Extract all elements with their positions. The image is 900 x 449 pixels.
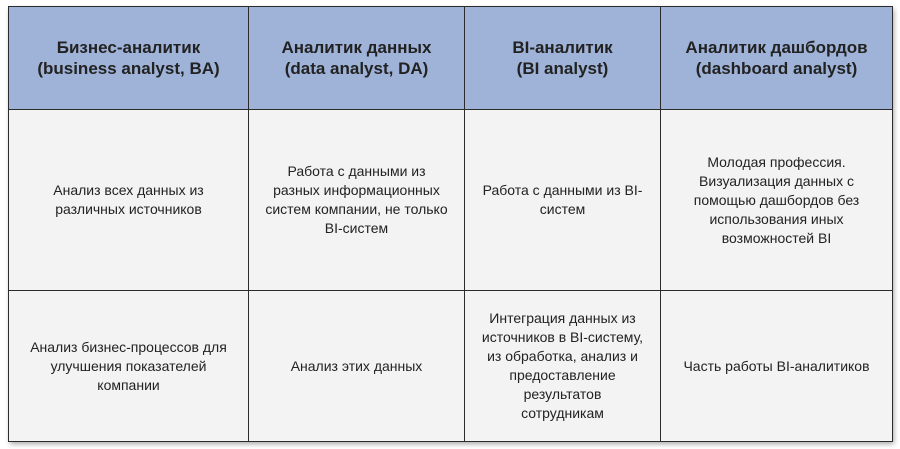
header-data-analyst xyxy=(249,7,465,110)
table-row xyxy=(9,291,893,442)
header-dashboard-analyst xyxy=(661,7,893,110)
cell-text: Работа с данными из разных информационных систем компании, не только BI-систем xyxy=(265,163,448,236)
table-cell xyxy=(249,291,465,442)
cell-text: Часть работы BI-аналитиков xyxy=(683,357,870,374)
cell-text: Работа с данными из BI- систем xyxy=(482,182,643,217)
cell-text: Молодая профессия. Визуализация данных с помощью дашбордов без использования иных возможностей BI xyxy=(693,153,860,246)
table-cell xyxy=(249,110,465,291)
header-dashboard-analyst-label: Аналитик дашбордов (dashboard analyst) xyxy=(685,38,868,78)
header-business-analyst-label: Бизнес-аналитик (business analyst, BA) xyxy=(37,38,220,78)
cell-text: Анализ этих данных xyxy=(290,357,423,374)
table-cell xyxy=(661,291,893,442)
header-data-analyst-label: Аналитик данных (data analyst, DA) xyxy=(281,38,432,78)
table-header-row xyxy=(9,7,893,110)
cell-text: Интеграция данных из источников в BI-систему, из обработка, анализ и предоставление результатов сотрудникам xyxy=(481,310,644,421)
cell-text: Анализ бизнес-процессов для улучшения показателей компании xyxy=(30,338,227,393)
table-cell xyxy=(661,110,893,291)
analyst-roles-table xyxy=(8,6,893,442)
table-cell xyxy=(465,291,661,442)
header-bi-analyst-label: BI-аналитик (BI analyst) xyxy=(512,38,613,78)
table-cell xyxy=(9,291,249,442)
table-row xyxy=(9,110,893,291)
table-cell xyxy=(9,110,249,291)
comparison-table-wrapper xyxy=(8,6,892,441)
cell-text: Анализ всех данных из различных источников xyxy=(53,182,204,217)
header-business-analyst xyxy=(9,7,249,110)
header-bi-analyst xyxy=(465,7,661,110)
table-cell xyxy=(465,110,661,291)
